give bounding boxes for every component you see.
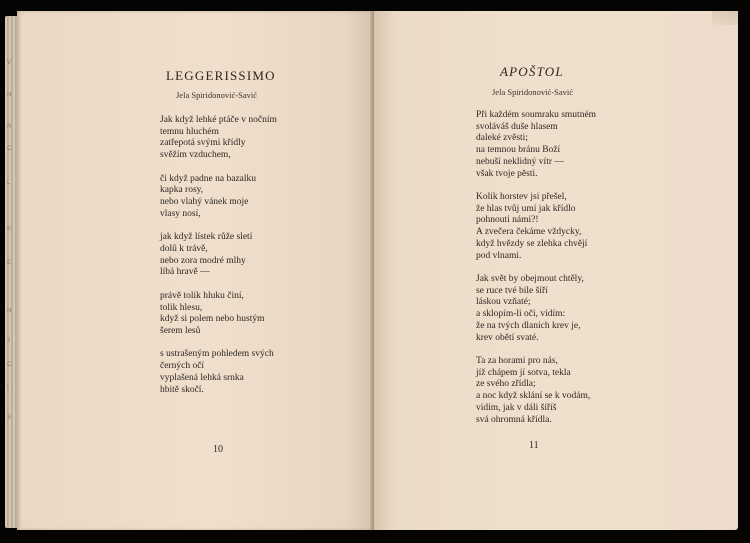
poem-body: [476, 110, 596, 438]
stanza: [476, 356, 596, 426]
stanza: [160, 115, 277, 162]
poem-line: dolů k trávě,: [160, 243, 208, 254]
poem-line: pod vlnami.: [476, 250, 522, 261]
poem-body: [160, 115, 277, 408]
edge-letter: S: [7, 415, 12, 421]
stanza: [160, 349, 277, 396]
poem-line: nebuší neklidný vítr —: [476, 156, 564, 167]
poem-line: nebo vlahý vánek moje: [160, 197, 249, 208]
poem-author: Jela Spiridonović-Savić: [176, 90, 257, 100]
poem-line: že hlas tvůj umí jak křídlo: [476, 203, 576, 214]
poem-title: LEGGERISSIMO: [166, 68, 276, 83]
edge-letter: C: [7, 362, 12, 368]
poem-line: vlasy nosí,: [160, 208, 201, 219]
poem-line: zatřepotá svými křídly: [160, 138, 246, 149]
stanza: [160, 291, 277, 338]
poem-line: že na tvých dlaních krev je,: [476, 320, 581, 331]
poem-line: a noc když sklání se k vodám,: [476, 391, 591, 402]
edge-letter: N: [7, 92, 12, 98]
poem-line: svěžím vzduchem,: [160, 150, 231, 161]
edge-letter: V: [7, 60, 12, 66]
poem-line: černých očí: [160, 361, 205, 372]
poem-author: Jela Spiridonović-Savić: [492, 87, 573, 97]
poem-line: krev obětí svaté.: [476, 332, 539, 343]
poem-line: líbá hravě —: [160, 267, 210, 278]
poem-line: Jak svět by obejmout chtěly,: [476, 274, 584, 285]
poem-line: šerem lesů: [160, 325, 201, 336]
poem-line: temnu hluchém: [160, 126, 219, 137]
edge-letter: N: [7, 308, 12, 314]
poem-line: když si polem nebo hustým: [160, 314, 265, 325]
edge-letter: C: [7, 146, 12, 152]
poem-line: A zvečera čekáme vždycky,: [476, 227, 582, 238]
poem-line: daleké zvěsti;: [476, 133, 528, 144]
page-number: 11: [529, 440, 539, 451]
poem-line: právě tolik hluku činí,: [160, 290, 244, 301]
edge-letter: I: [7, 385, 9, 391]
poem-title: APOŠTOL: [500, 64, 564, 79]
poem-line: však tvoje pěsti.: [476, 168, 538, 179]
stanza: [160, 174, 277, 221]
poem-line: se ruce tvé bíle šíří: [476, 285, 548, 296]
page-edge-thumb-index: [6, 40, 16, 510]
poem-line: a sklopím-li oči, vidím:: [476, 309, 566, 320]
poem-line: či když padne na bazalku: [160, 173, 257, 184]
poem-line: vyplašená lehká srnka: [160, 372, 244, 383]
poem-line: pohnouti námi?!: [476, 215, 539, 226]
poem-line: vidím, jak v dáli šíříš: [476, 402, 557, 413]
poem-line: ze svého zřídla;: [476, 379, 536, 390]
edge-letter: J: [7, 338, 10, 344]
poem-line: jíž chápem jí sotva, tekla: [476, 367, 571, 378]
edge-letter: L: [7, 180, 11, 186]
right-page: [374, 11, 738, 530]
poem-line: kapka rosy,: [160, 185, 204, 196]
poem-line: Jak když lehké ptáče v nočním: [160, 115, 277, 125]
stanza: [476, 110, 596, 180]
stanza: [476, 192, 596, 262]
page-number: 10: [213, 444, 223, 455]
poem-line: s ustrašeným pohledem svých: [160, 349, 274, 360]
poem-line: Ta za horami pro nás,: [476, 356, 558, 367]
poem-line: když hvězdy se zlehka chvějí: [476, 238, 588, 249]
left-page: [17, 11, 374, 530]
poem-line: Kolik horstev jsi přešel,: [476, 192, 567, 203]
poem-line: hbitě skočí.: [160, 384, 204, 395]
poem-line: Při každém soumraku smutném: [476, 110, 597, 120]
edge-letter: R: [7, 124, 12, 130]
poem-line: nebo zora modré mlhy: [160, 255, 246, 266]
poem-line: na temnou bránu Boží: [476, 145, 561, 156]
edge-letter: E: [7, 260, 12, 266]
page-corner-fold: [712, 11, 738, 25]
edge-letter: K: [7, 226, 12, 232]
poem-line: svá ohromná křídla.: [476, 414, 552, 425]
poem-line: láskou vzňaté;: [476, 297, 531, 308]
stanza: [160, 232, 277, 279]
poem-line: svoláváš duše hlasem: [476, 121, 558, 132]
poem-line: jak když lístek růže sletí: [160, 232, 253, 243]
poem-line: tolik hlesu,: [160, 302, 203, 313]
stanza: [476, 274, 596, 344]
